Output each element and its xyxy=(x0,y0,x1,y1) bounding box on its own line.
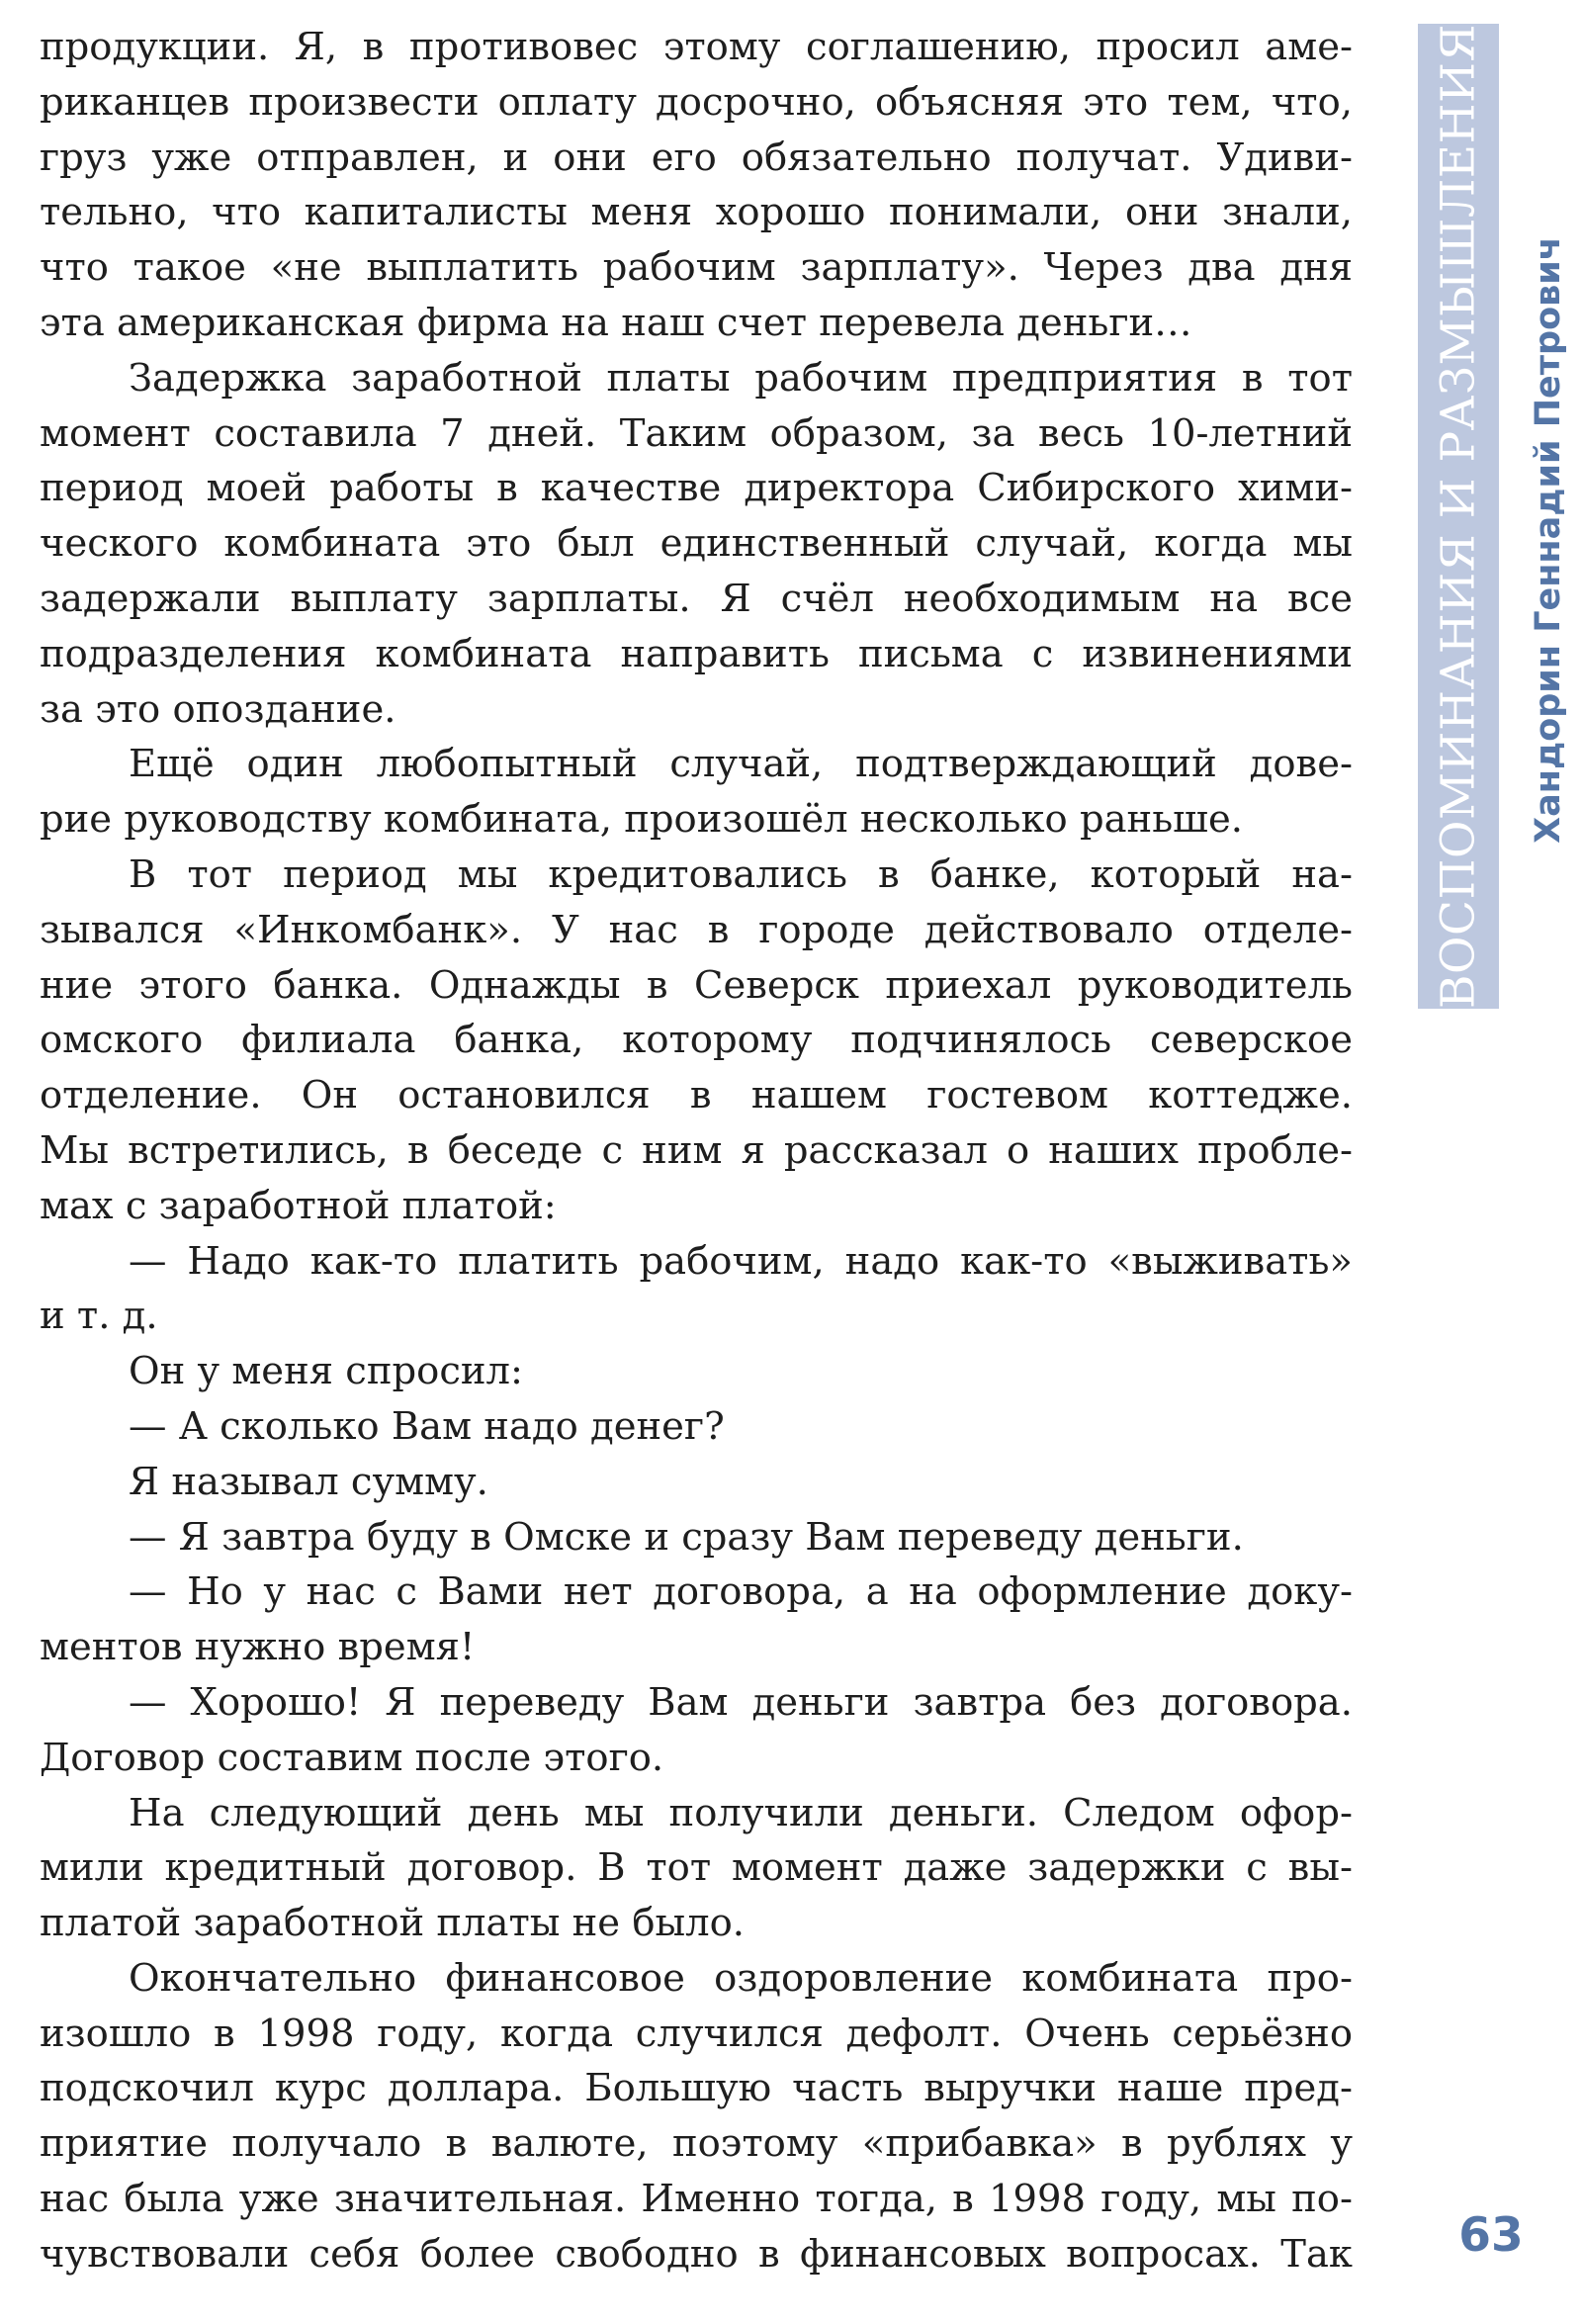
text-line: изошло в 1998 году, когда случился дефолт. Очень серьёзно xyxy=(40,2011,1353,2056)
text-line: — Но у нас с Вами нет договора, а на оформление доку- xyxy=(129,1569,1353,1615)
text-line: нас была уже значительная. Именно тогда, в 1998 году, мы по- xyxy=(40,2177,1353,2222)
text-line: груз уже отправлен, и они его обязательно получат. Удиви- xyxy=(40,134,1353,180)
section-title: ВОСПОМИНАНИЯ И РАЗМЫШЛЕНИЯ xyxy=(1431,23,1486,1010)
text-line: момент составила 7 дней. Таким образом, за весь 10-летний xyxy=(40,410,1353,456)
section-title-band xyxy=(1418,24,1499,1009)
text-line: период моей работы в качестве директора Сибирского хими- xyxy=(40,466,1353,511)
text-line: мили кредитный договор. В тот момент даже задержки с вы- xyxy=(40,1845,1353,1891)
text-line: зывался «Инкомбанк». У нас в городе действовало отделе- xyxy=(40,907,1353,952)
text-line: На следующий день мы получили деньги. Следом офор- xyxy=(129,1790,1353,1835)
text-line: ческого комбината это был единственный случай, когда мы xyxy=(40,521,1353,567)
text-line: Я называл сумму. xyxy=(129,1459,488,1504)
text-line: что такое «не выплатить рабочим зарплату». Через два дня xyxy=(40,245,1353,291)
text-line: приятие получало в валюте, поэтому «прибавка» в рублях у xyxy=(40,2121,1353,2167)
text-line: рие руководству комбината, произошёл несколько раньше. xyxy=(40,797,1243,843)
text-line: эта американская фирма на наш счет перевела деньги… xyxy=(40,300,1192,345)
text-line: омского филиала банка, которому подчинялось северское xyxy=(40,1018,1353,1063)
text-line: Он у меня спросил: xyxy=(129,1349,523,1394)
text-line: продукции. Я, в противовес этому соглашению, просил аме- xyxy=(40,25,1353,69)
text-line: — А сколько Вам надо денег? xyxy=(129,1403,725,1449)
text-line: подскочил курс доллара. Большую часть выручки наше пред- xyxy=(40,2066,1353,2111)
text-line: риканцев произвести оплату досрочно, объясняя это тем, что, xyxy=(40,79,1353,125)
text-line: Ещё один любопытный случай, подтверждающий дове- xyxy=(129,742,1353,787)
text-line: и т. д. xyxy=(40,1294,158,1339)
text-line: платой заработной платы не было. xyxy=(40,1901,746,1946)
text-line: — Я завтра буду в Омске и сразу Вам переведу деньги. xyxy=(129,1514,1244,1560)
text-line: мах с заработной платой: xyxy=(40,1183,557,1228)
page-number: 63 xyxy=(1458,2208,1524,2263)
text-line: Задержка заработной платы рабочим предприятия в тот xyxy=(129,355,1353,401)
text-line: чувствовали себя более свободно в финансовых вопросах. Так xyxy=(40,2231,1353,2277)
body-text xyxy=(40,20,1353,2282)
text-line: тельно, что капиталисты меня хорошо понимали, они знали, xyxy=(40,190,1353,235)
text-line: В тот период мы кредитовались в банке, который на- xyxy=(129,851,1353,897)
author-name: Хандорин Геннадий Петрович xyxy=(1529,236,1568,844)
text-line: ние этого банка. Однажды в Северск приехал руководитель xyxy=(40,962,1353,1008)
text-line: отделение. Он остановился в нашем гостевом коттедже. xyxy=(40,1073,1353,1118)
text-line: ментов нужно время! xyxy=(40,1625,476,1670)
text-line: — Надо как-то платить рабочим, надо как-то «выживать» xyxy=(129,1238,1353,1284)
text-line: задержали выплату зарплаты. Я счёл необходимым на все xyxy=(40,576,1353,621)
text-line: Мы встретились, в беседе с ним я рассказал о наших пробле- xyxy=(40,1127,1353,1173)
text-line: за это опоздание. xyxy=(40,686,396,732)
text-line: — Хорошо! Я переведу Вам деньги завтра без договора. xyxy=(129,1679,1353,1725)
text-line: Договор составим после этого. xyxy=(40,1735,664,1780)
text-line: подразделения комбината направить письма с извинениями xyxy=(40,631,1353,676)
text-line: Окончательно финансовое оздоровление комбината про- xyxy=(129,1955,1353,2001)
